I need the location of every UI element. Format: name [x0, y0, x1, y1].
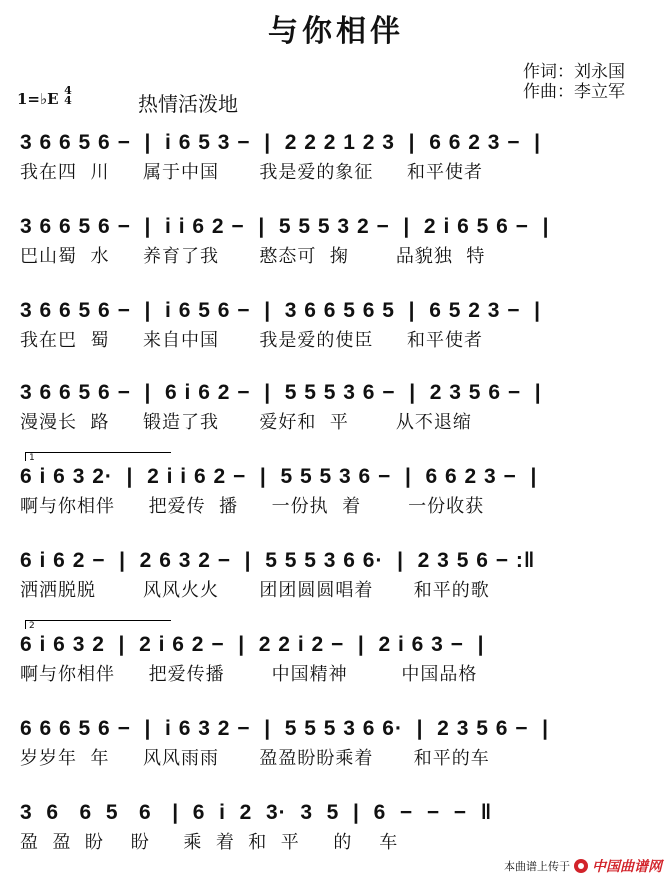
- site-logo-icon: [574, 859, 588, 873]
- time-sig-top: 4: [64, 84, 72, 97]
- lyrics-line: 我在四 川 属于中国 我是爱的象征 和平使者: [20, 162, 483, 183]
- volta-bracket-2: [25, 620, 171, 629]
- notes-line: 3 6 6 5 6 | 6 i 2 3· 3 5 | 6 − − − ‖: [20, 801, 493, 824]
- notes-line: 6 i 6 2 − | 2 6 3 2 − | 5 5 5 3 6 6· | 2 3 5 6 − :‖: [20, 549, 536, 572]
- site-name[interactable]: 中国曲谱网: [592, 859, 662, 875]
- notes-line: 3 6 6 5 6 − | i i 6 2 − | 5 5 5 3 2 − | 2 i 6 5 6 − |: [20, 215, 550, 238]
- notes-line: 3 6 6 5 6 − | i 6 5 6 − | 3 6 6 5 6 5 | 6 5 2 3 − |: [20, 299, 542, 322]
- notes-line: 6 6 6 5 6 − | i 6 3 2 − | 5 5 5 3 6 6· | 2 3 5 6 − |: [20, 717, 550, 740]
- lyrics-line: 漫漫长 路 锻造了我 爱好和 平 从不退缩: [20, 412, 472, 433]
- score-row: [0, 714, 672, 804]
- footer: [504, 856, 662, 876]
- lyricist: 作词：刘永国: [523, 62, 625, 82]
- time-signature: [62, 86, 74, 106]
- notes-line: 6 i 6 3 2· | 2 i i 6 2 − | 5 5 5 3 6 − | 6 6 2 3 − |: [20, 465, 538, 488]
- lyrics-line: 洒洒脱脱 风风火火 团团圆圆唱着 和平的歌: [20, 580, 490, 601]
- lyrics-line: 巴山蜀 水 养育了我 憨态可 掬 品貌独 特: [20, 246, 486, 267]
- score-row: [0, 621, 672, 720]
- lyrics-line: 盈 盈 盼 盼 乘 着 和 平 的 车: [20, 832, 399, 853]
- time-sig-bottom: 4: [64, 94, 72, 107]
- volta-number: 1: [29, 453, 35, 463]
- score-row: [0, 212, 672, 302]
- score-row: [0, 128, 672, 218]
- volta-bracket-1: [25, 452, 171, 461]
- notes-line: 6 i 6 3 2 | 2 i 6 2 − | 2 2 i 2 − | 2 i 6 3 − |: [20, 633, 485, 656]
- notes-line: 3 6 6 5 6 − | i 6 5 3 − | 2 2 2 1 2 3 | 6 6 2 3 − |: [20, 131, 542, 154]
- score-row: [0, 453, 672, 552]
- song-title: 与你相伴: [268, 14, 404, 49]
- lyrics-line: 我在巴 蜀 来自中国 我是爱的使臣 和平使者: [20, 330, 483, 351]
- score-row: [0, 296, 672, 386]
- credits: [523, 62, 625, 102]
- expression-mark: 热情活泼地: [138, 92, 238, 116]
- upload-note: 本曲谱上传于: [504, 860, 570, 873]
- key-signature: 1=♭E: [17, 90, 59, 108]
- composer: 作曲：李立军: [523, 82, 625, 102]
- notes-line: 3 6 6 5 6 − | 6 i 6 2 − | 5 5 5 3 6 − | 2 3 5 6 − |: [20, 381, 542, 404]
- lyrics-line: 啊与你相伴 把爱传播 中国精神 中国品格: [20, 664, 478, 685]
- lyrics-line: 啊与你相伴 把爱传 播 一份执 着 一份收获: [20, 496, 485, 517]
- lyrics-line: 岁岁年 年 风风雨雨 盈盈盼盼乘着 和平的车: [20, 748, 490, 769]
- volta-number: 2: [29, 621, 35, 631]
